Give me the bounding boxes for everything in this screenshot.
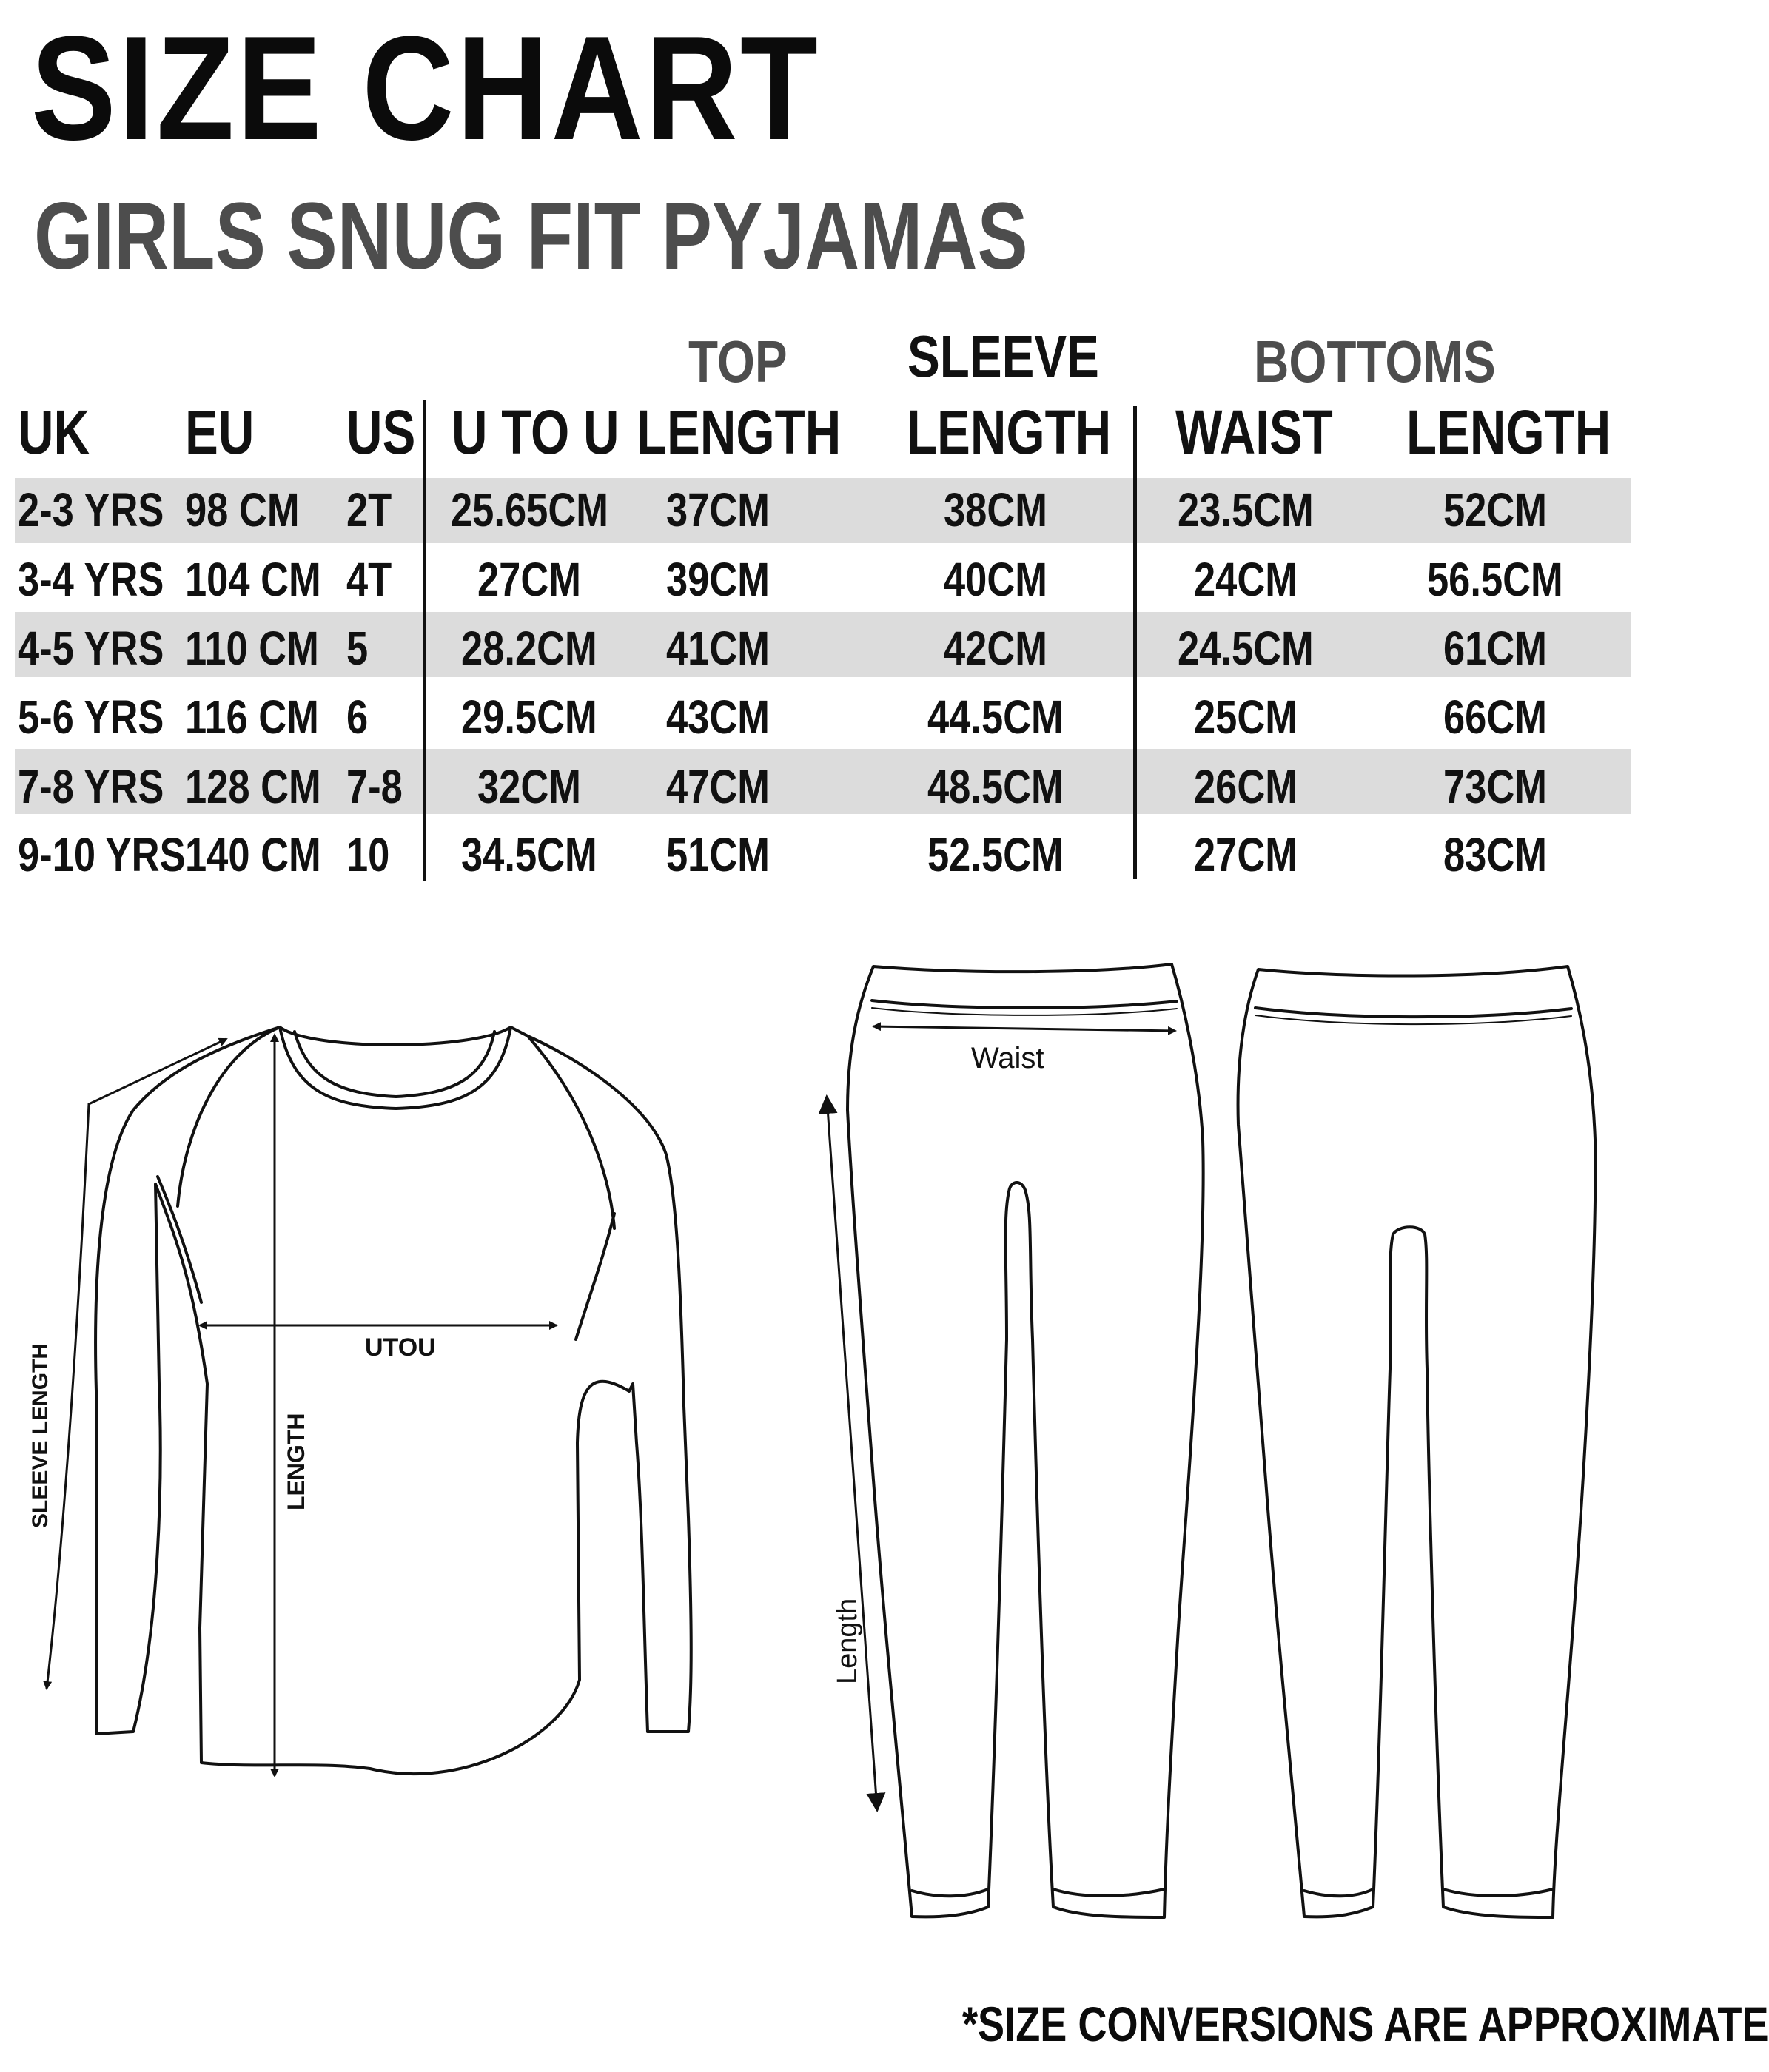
table-cell: 34.5CM (461, 828, 597, 881)
table-cell: 128 CM (185, 760, 321, 813)
bottoms-back-diagram (1238, 966, 1596, 1917)
table-cell: 47CM (666, 760, 770, 813)
table-cell: 52.5CM (927, 828, 1064, 881)
armhole-right (576, 1214, 614, 1339)
table-cell: 73CM (1443, 760, 1547, 813)
table-cell: 25.65CM (450, 483, 608, 536)
table-cell: 10 (346, 828, 390, 881)
sleeve-length-label: SLEEVE LENGTH (28, 1342, 53, 1528)
top-diagram (95, 1027, 691, 1774)
table-cell: 116 CM (185, 690, 319, 744)
table-cell: 23.5CM (1178, 483, 1314, 536)
group-header-bottoms: BOTTOMS (1254, 329, 1496, 394)
bottoms-front-diagram (847, 964, 1204, 1917)
table-cell: 4T (346, 553, 392, 606)
column-header: UK (18, 397, 90, 467)
table-cell: 6 (346, 690, 369, 744)
table-cell: 2T (346, 483, 392, 536)
table-cell: 52CM (1443, 483, 1547, 536)
back-hem-right (1443, 1889, 1553, 1896)
table-cell: 4-5 YRS (18, 622, 164, 675)
table-cell: 66CM (1443, 690, 1547, 744)
table-cell: 25CM (1194, 690, 1298, 744)
front-hem-left (912, 1889, 988, 1896)
table-cell: 40CM (944, 553, 1047, 606)
size-disclaimer: *SIZE CONVERSIONS ARE APPROXIMATE (962, 1997, 1769, 2051)
table-cell: 44.5CM (927, 690, 1064, 744)
table-cell: 5-6 YRS (18, 690, 164, 744)
table-cell: 110 CM (185, 622, 319, 675)
table-cell: 37CM (666, 483, 770, 536)
column-header: U TO U (452, 397, 620, 467)
table-cell: 27CM (477, 553, 581, 606)
waist-label: Waist (971, 1042, 1044, 1074)
table-cell: 51CM (666, 828, 770, 881)
table-cell: 29.5CM (461, 690, 597, 744)
raglan-seam-right (528, 1036, 614, 1228)
column-header: US (346, 397, 416, 467)
table-cell: 2-3 YRS (18, 483, 164, 536)
column-header: LENGTH (637, 397, 842, 467)
table-cell: 39CM (666, 553, 770, 606)
table-cell: 5 (346, 622, 369, 675)
column-header: EU (185, 397, 255, 467)
table-cell: 61CM (1443, 622, 1547, 675)
table-cell: 48.5CM (927, 760, 1064, 813)
front-waistband-bottom (872, 1000, 1177, 1008)
group-header-top: TOP (688, 329, 788, 394)
column-header: LENGTH (907, 397, 1112, 467)
back-hem-left (1304, 1889, 1373, 1896)
column-header: LENGTH (1406, 397, 1611, 467)
table-cell: 43CM (666, 690, 770, 744)
waist-arrow (873, 1026, 1175, 1031)
bottoms-front-outline (847, 964, 1204, 1917)
back-waistband (1255, 1008, 1571, 1017)
front-hem-right (1053, 1889, 1164, 1896)
page-subtitle: GIRLS SNUG FIT PYJAMAS (34, 184, 1028, 289)
table-cell: 27CM (1194, 828, 1298, 881)
page-title: SIZE CHART (31, 6, 821, 171)
table-cell: 104 CM (185, 553, 321, 606)
table-cell: 24.5CM (1178, 622, 1314, 675)
top-outline (95, 1027, 691, 1774)
table-cell: 26CM (1194, 760, 1298, 813)
bottoms-back-outline (1238, 966, 1596, 1917)
top-length-label: LENGTH (283, 1413, 309, 1510)
table-cell: 41CM (666, 622, 770, 675)
group-header-sleeve: SLEEVE (907, 323, 1099, 389)
utou-label: UTOU (365, 1333, 436, 1362)
column-header: WAIST (1175, 397, 1333, 467)
table-cell: 9-10 YRS (18, 828, 186, 881)
bottoms-length-label: Length (832, 1598, 863, 1684)
table-cell: 3-4 YRS (18, 553, 164, 606)
table-cell: 83CM (1443, 828, 1547, 881)
table-cell: 140 CM (185, 828, 321, 881)
table-cell: 56.5CM (1427, 553, 1563, 606)
table-cell: 28.2CM (461, 622, 597, 675)
table-cell: 38CM (944, 483, 1047, 536)
table-cell: 7-8 (346, 760, 403, 813)
table-cell: 42CM (944, 622, 1047, 675)
table-cell: 24CM (1194, 553, 1298, 606)
table-cell: 7-8 YRS (18, 760, 164, 813)
table-cell: 32CM (477, 760, 581, 813)
table-cell: 98 CM (185, 483, 300, 536)
